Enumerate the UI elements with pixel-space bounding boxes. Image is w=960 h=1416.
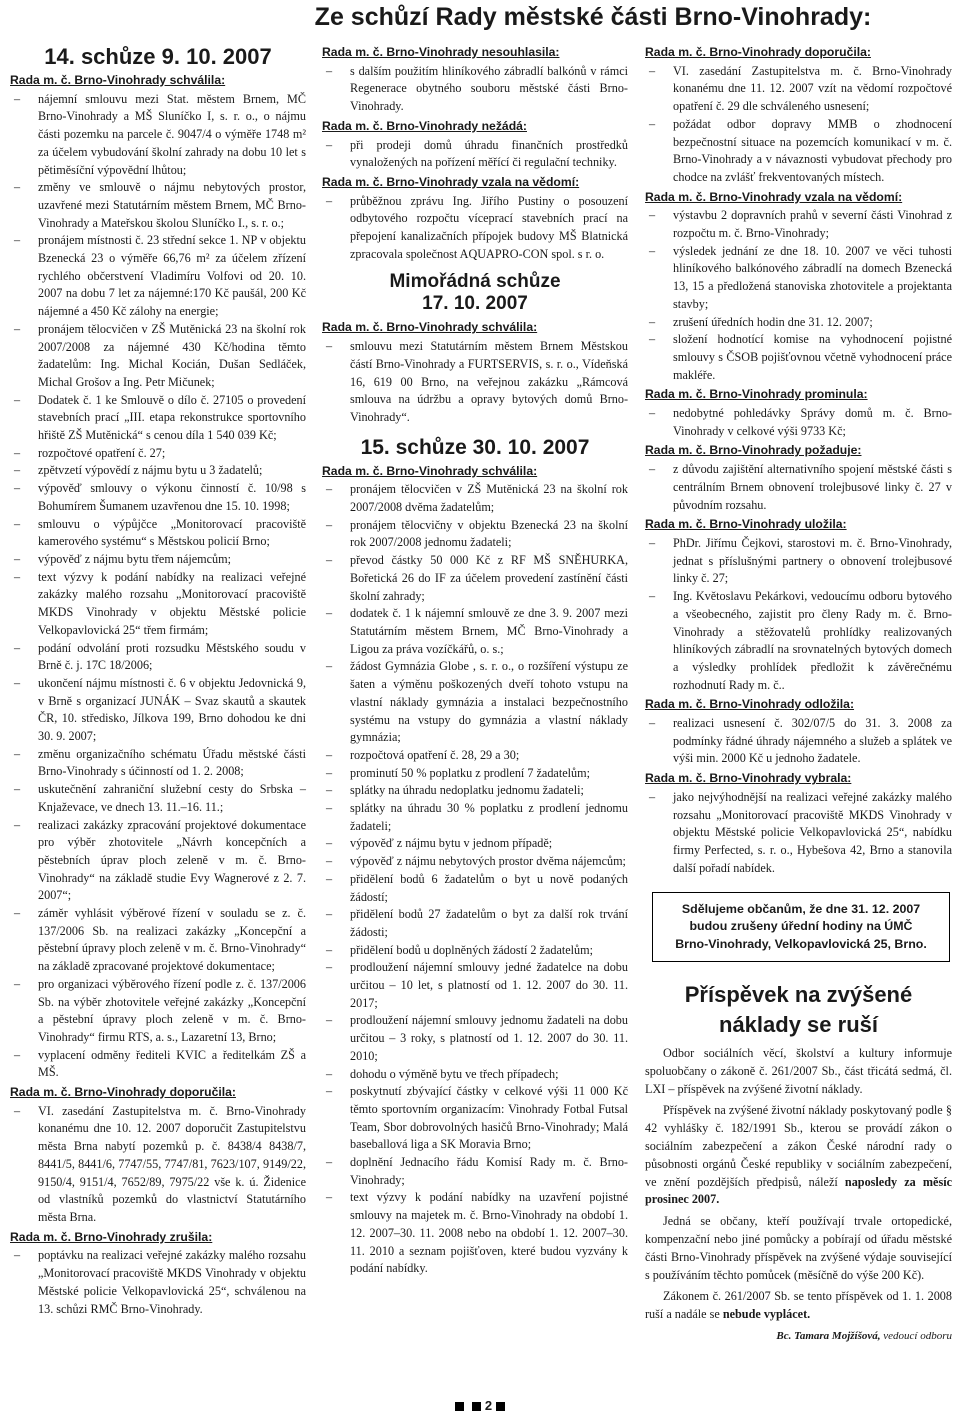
section-heading: Rada m. č. Brno-Vinohrady vzala na vědomí: (645, 189, 903, 204)
resolution-list (322, 63, 628, 116)
article-emphasis: nebude vyplácet. (722, 1307, 811, 1322)
list-item: – prominutí 50 % poplatku z prodlení 7 žadatelům; (322, 765, 628, 783)
list-item: – dodatek č. 1 k nájemní smlouvě ze dne 3. 9. 2007 mezi Statutárním městem Brnem, MČ Brno-Vinohrady a Ligou za práva vozíčkářů, o. s.; (322, 605, 628, 658)
list-item: – doplnění Jednacího řádu Komisí Rady m. č. Brno-Vinohrady; (322, 1154, 628, 1189)
list-item: – výpověď z nájmu nebytových prostor dvěma nájemcům; (322, 853, 628, 871)
list-item: – poskytnutí zbývající částky v celkové výši 11 000 Kč těmto sportovním organizacím: Vinohrady Fotbal Futsal Team, Sbor dobrovolných hasičů Brno-Vinohrady; Malá baseballová liga a SK Moravia Brno; (322, 1083, 628, 1154)
resolution-list (645, 789, 952, 878)
article-title-line: Příspěvek na zvýšené (684, 982, 913, 1007)
list-item: – smlouvu o výpůjčce „Monitorovací pracoviště kamerového systému“ s Městskou policií Brno; (10, 516, 306, 551)
list-item: – s dalším použitím hliníkového zábradlí balkónů v rámci Regenerace obytného souboru městské části Brno-Vinohrady. (322, 63, 628, 116)
list-item: – nájemní smlouvu mezi Stat. městem Brnem, MČ Brno-Vinohrady a MŠ Sluníčko I, s. r. o., o nájmu části pozemku na parcele č. 9047/4 o výměře 1748 m² za účelem vybudování školní zahrady na dobu 10 let s pětiměsíční výpovědní lhůtou; (10, 91, 306, 180)
list-item: – Ing. Květoslavu Pekárkovi, vedoucímu odboru bytového a všeobecného, zajistit pro členy Rady m. č. Brno-Vinohrady a stěžovatelů prohlídky realizovaných hliníkových zábradlí na srovnatelných bytových domech a výsledky prohlídek předložit k závěrečnému rozhodnutí Rady m. č.. (645, 588, 952, 694)
resolution-list (322, 481, 628, 1278)
signature-role: vedoucí odboru (880, 1329, 952, 1342)
list-item: – podání odvolání proti rozsudku Městského soudu v Brně č. j. 17C 18/2006; (10, 640, 306, 675)
list-item: – text výzvy k podání nabídky na uzavření pojistné smlouvy na majetek m. č. Brno-Vinohrady na období 1. 12. 2007–30. 11. 2008 nebo na období 1. 12. 2007–30. 11. 2010 a seznam pojišťoven, které budou vyzvány k podání nabídky. (322, 1189, 628, 1278)
article-text: Příspěvek na zvýšené životní náklady poskytovaný podle § 42 vyhlášky č. 182/1991 Sb., kterou se provádí zákon o sociálním zabezpečení a zákon České národní rady o působnosti orgánů České republiky v sociálním zabezpečení, ve znění pozdějších předpisů, náleží (645, 1103, 952, 1189)
list-item: – prodloužení nájemní smlouvy jedné žadatelce na dobu určitou – 10 let, s platností od 1. 12. 2007 do 30. 11. 2017; (322, 959, 628, 1012)
list-item: – přidělení bodů u doplněných žádostí 2 žadatelům; (322, 942, 628, 960)
list-item: – PhDr. Jiřímu Čejkovi, starostovi m. č. Brno-Vinohrady, jednat s příslušnými partnery o obnovení trolejbusové linky č. 27; (645, 535, 952, 588)
signature-name: Bc. Tamara Mojžíšová, (776, 1329, 881, 1342)
list-item: – text výzvy k podání nabídky na realizaci veřejné zakázky malého rozsahu „Monitorovací pracoviště MKDS Vinohrady v objektu Městské policie Velkopavlovická 25“ třem firmám; (10, 569, 306, 640)
notice-line: Brno-Vinohrady, Velkopavlovická 25, Brno. (675, 936, 927, 951)
section-heading: Rada m. č. Brno-Vinohrady vzala na vědomí: (322, 174, 580, 189)
section-heading: Rada m. č. Brno-Vinohrady schválila: (322, 463, 538, 478)
list-item: – zrušení úředních hodin dne 31. 12. 2007; (645, 314, 952, 332)
article-paragraph: Odbor sociálních věcí, školství a kultury informuje spoluobčany o zákoně č. 261/2007 Sb., část třicátá sedmá, čl. LXI – příspěvek na zvýšené životní náklady. (645, 1046, 952, 1096)
list-item: – pronájem místnosti č. 23 střední sekce 1. NP v objektu Bzenecká 23 o výměře 66,76 m² za účelem zřízení rychlého občerstvení Vladimíru Volfovi od 20. 10. 2007 na dobu 7 let za nájemné:170 Kč paušál, 200 Kč nájemné a 450 Kč zálohy na energie; (10, 232, 306, 321)
section-heading: Rada m. č. Brno-Vinohrady odložila: (645, 697, 855, 712)
list-item: – výpověď z nájmu bytu v jednom případě; (322, 835, 628, 853)
extraordinary-meeting-date: 17. 10. 2007 (422, 293, 528, 315)
list-item: – nedobytné pohledávky Správy domů m. č. Brno-Vinohrady v celkové výši 9733 Kč; (645, 405, 952, 440)
resolution-list (10, 1103, 306, 1227)
article-title-line: náklady se ruší (719, 1012, 878, 1037)
list-item: – změnu organizačního schématu Úřadu městské části Brno-Vinohrady s účinností od 1. 2. 2008; (10, 746, 306, 781)
list-item: – smlouvu mezi Statutárním městem Brnem Městskou částí Brno-Vinohrady a FURTSERVIS, s. r. o., Vídeňská 16, 619 00 Brno, na veřejnou zakázku „Rámcová smlouva na údržbu a opravy bytových domů Brno-Vinohrady“. (322, 338, 628, 427)
resolution-list (10, 91, 306, 1082)
list-item: – poptávku na realizaci veřejné zakázky malého rozsahu „Monitorovací pracoviště MKDS Vinohrady v objektu Městské policie Velkopavlovická 25“, schválenou na 13. schůzi RMČ Brno-Vinohrady. (10, 1247, 306, 1318)
section-heading: Rada m. č. Brno-Vinohrady nežádá: (322, 118, 527, 133)
list-item: – žádost Gymnázia Globe , s. r. o., o rozšíření výstupu ze šaten a výměnu poškozených dveří tohoto vstupu na vlastní náklady gymnázia a instalaci bezpečnostního systému na vstupy do gymnázia a vlastní náklady gymnázia; (322, 658, 628, 747)
resolution-list (645, 207, 952, 384)
resolution-list (322, 137, 628, 172)
section-heading: Rada m. č. Brno-Vinohrady zrušila: (10, 1229, 213, 1244)
list-item: – rozpočtová opatření č. 28, 29 a 30; (322, 747, 628, 765)
list-item: – rozpočtové opatření č. 27; (10, 445, 306, 463)
square-bullet-icon (496, 1402, 505, 1411)
section-heading: Rada m. č. Brno-Vinohrady vybrala: (645, 771, 852, 786)
list-item: – průběžnou zprávu Ing. Jiřího Pustiny o posouzení odbytového rozpočtu víceprací stavebních prací na přepojení kanalizačních přípojek budovy MŠ Blatnická zpracovala společnost AQUAPRO-CON spol. s r. o. (322, 193, 628, 264)
resolution-list (10, 1247, 306, 1318)
square-bullet-icon (455, 1402, 464, 1411)
resolution-list (645, 63, 952, 187)
list-item: – jako nejvýhodnější na realizaci veřejné zakázky malého rozsahu „Monitorovací pracoviště MKDS Vinohrady v objektu Městské policie Velkopavlovická 25“, nabídku firmy Perfected, s. r. o., Hybešova 42, Brno a stanovila další pořadí nabídek. (645, 789, 952, 878)
office-hours-notice (652, 892, 950, 962)
list-item: – složení hodnotící komise na vyhodnocení pojistné smlouvy s ČSOB pojišťovnou včetně vyhodnocení práce makléře. (645, 331, 952, 384)
list-item: – přidělení bodů 6 žadatelům o byt u nově podaných žádostí; (322, 871, 628, 906)
list-item: – VI. zasedání Zastupitelstva m. č. Brno-Vinohrady konanému dne 10. 12. 2007 doporučit Zastupitelstvu města Brna nabytí pozemků p. č. 8438/4 8438/7, 8441/5, 8441/6, 7747/55, 7747/81, 7623/107, 9149/22, 9150/4, 9151/4, 7652/89, 7975/22 vše k. ú. Židenice od vlastníků pozemků do vlastnictví Statutárního města Brna. (10, 1103, 306, 1227)
section-heading: Rada m. č. Brno-Vinohrady schválila: (10, 73, 226, 87)
resolution-list (645, 535, 952, 694)
article-signature (645, 1328, 952, 1346)
list-item: – ukončení nájmu místnosti č. 6 v objektu Jedovnická 9, v Brně s organizací JUNÁK – Svaz skautů a skautek ČR, 10. středisko, Jílkova 199, Brno dohodou ke dni 30. 9. 2007; (10, 675, 306, 746)
list-item: – přidělení bodů 27 žadatelům o byt za další rok trvání žádosti; (322, 906, 628, 941)
resolution-list (322, 193, 628, 264)
meeting-heading-14: 14. schůze 9. 10. 2007 (44, 44, 272, 69)
list-item: – VI. zasedání Zastupitelstva m. č. Brno-Vinohrady konanému dne 11. 12. 2007 vzít na vědomí rozpočtové opatření č. 29 dle schváleného usnesení; (645, 63, 952, 116)
extraordinary-meeting-title: Mimořádná schůze (389, 271, 561, 293)
column-2 (322, 42, 628, 1278)
column-1 (10, 44, 306, 1318)
article-paragraph (645, 1102, 952, 1209)
section-heading: Rada m. č. Brno-Vinohrady nesouhlasila: (322, 45, 560, 59)
page-banner: Ze schůzí Rady městské části Brno-Vinohrady: (314, 3, 872, 31)
article-paragraph (645, 1288, 952, 1324)
meeting-heading-15: 15. schůze 30. 10. 2007 (360, 435, 590, 459)
list-item: – zpětvzetí výpovědí z nájmu bytu u 3 žadatelů; (10, 462, 306, 480)
notice-line: Sdělujeme občanům, že dne 31. 12. 2007 (681, 901, 921, 916)
list-item: – výstavbu 2 dopravních prahů v severní části Vinohrad z rozpočtu m. č. Brno-Vinohrady; (645, 207, 952, 242)
list-item: – záměr vyhlásit výběrové řízení v souladu se z. č. 137/2006 Sb. na realizaci zakázky „Koncepční a pěstební úpravy ploch zeleně v m. č. Brno-Vinohrady“ na základě zpracované projektové dokumentace; (10, 905, 306, 976)
section-heading: Rada m. č. Brno-Vinohrady požaduje: (645, 443, 862, 458)
column-3 (645, 42, 952, 877)
list-item: – při prodeji domů úhradu finančních prostředků vynaložených na pořízení měřící či regulační techniky. (322, 137, 628, 172)
square-bullet-icon (472, 1402, 481, 1411)
section-heading: Rada m. č. Brno-Vinohrady uložila: (645, 517, 847, 532)
resolution-list (645, 405, 952, 440)
notice-line: budou zrušeny úřední hodiny na ÚMČ (689, 919, 913, 934)
list-item: – realizaci zakázky zpracování projektové dokumentace pro výběr zhotovitele „Návrh koncepčních a pěstebních úprav ploch zeleně v m. č. Brno-Vinohrady“ na základě studie Evy Wagnerové z 2. 7. 2007“; (10, 817, 306, 906)
list-item: – výsledek jednání ze dne 18. 10. 2007 ve věci tuhosti hliníkového balkónového zábradlí na domech Bzenecká 13, 15 a předložená stanoviska zhotovitele a projektanta stavby; (645, 243, 952, 314)
article-text: Zákonem č. 261/2007 Sb. se tento příspěvek od 1. 1. 2008 ruší a nadále se (645, 1289, 952, 1322)
list-item: – vyplacení odměny řediteli KVIC a ředitelkám ZŠ a MŠ. (10, 1047, 306, 1082)
article-body (645, 1045, 952, 1346)
list-item: – požádat odbor dopravy MMB o zhodnocení bezpečnostní situace na pozemcích komunikací v m. č. Brno-Vinohrady a v návaznosti vybudovat přechody pro chodce na zvlášť frekventovaných místech. (645, 116, 952, 187)
list-item: – dohodu o výměně bytu ve třech případech; (322, 1066, 628, 1084)
article-paragraph: Jedná se občany, kteří používají trvale ortopedické, kompenzační nebo jiné pomůcky a pobírají od úřadu městské části Brno-Vinohrady příspěvek na zvýšené výdaje související s používáním těchto pomůcek (měsíčně do výše 200 Kč). (645, 1214, 952, 1282)
list-item: – výpověď z nájmu bytu třem nájemcům; (10, 551, 306, 569)
section-heading: Rada m. č. Brno-Vinohrady prominula: (645, 387, 868, 402)
list-item: – změny ve smlouvě o nájmu nebytových prostor, uzavřené mezi Statutárním městem Brnem, MČ Brno-Vinohrady a Mateřskou školou Sluníčko I., s. r. o.; (10, 179, 306, 232)
list-item: – realizaci usnesení č. 302/07/5 do 31. 3. 2008 za podmínky řádné úhrady nájemného a služeb a splátek ve výši min. 2000 Kč u jednoho žadatele. (645, 715, 952, 768)
list-item: – uskutečnění zahraniční služební cesty do Srbska – Knjaževace, ve dnech 13. 11.–16. 11.; (10, 781, 306, 816)
resolution-list (645, 715, 952, 768)
list-item: – výpověď smlouvy o výkonu činností č. 10/98 s Bohumírem Šumanem uzavřenou dne 15. 10. 1998; (10, 480, 306, 515)
resolution-list (645, 461, 952, 514)
article-title (645, 980, 952, 1040)
list-item: – pronájem tělocvičny v objektu Bzenecká 23 na školní rok 2007/2008 jednomu žadateli; (322, 517, 628, 552)
list-item: – z důvodu zajištění alternativního spojení městské části s centrálním Brnem obnovení trolejbusové linky č. 27 v původním rozsahu. (645, 461, 952, 514)
page-footer (0, 1398, 960, 1413)
list-item: – pronájem tělocvičen v ZŠ Mutěnická 23 na školní rok 2007/2008 za nájemné 430 Kč/hodina těmto žadatelům: Ing. Michal Kocián, Dušan Sedláček, Michal Grošov a Ing. Petr Mičunek; (10, 321, 306, 392)
resolution-list (322, 338, 628, 427)
list-item: – splátky na úhradu nedoplatku jednomu žadateli; (322, 782, 628, 800)
list-item: – Dodatek č. 1 ke Smlouvě o dílo č. 27105 o provedení stavebních prací „III. etapa rekonstrukce sportovního hřiště ZŠ Mutěnická“ s cenou díla 1 540 039 Kč; (10, 392, 306, 445)
list-item: – pronájem tělocvičen v ZŠ Mutěnická 23 na školní rok 2007/2008 dvěma žadatelům; (322, 481, 628, 516)
list-item: – prodloužení nájemní smlouvy jednomu žadateli na dobu určitou – 3 roky, s platností od 1. 12. 2007 do 30. 11. 2010; (322, 1012, 628, 1065)
section-heading: Rada m. č. Brno-Vinohrady doporučila: (645, 45, 871, 59)
section-heading: Rada m. č. Brno-Vinohrady schválila: (322, 320, 538, 335)
article-emphasis: naposledy za měsíc prosinec 2007. (645, 1174, 952, 1207)
list-item: – pro organizaci výběrového řízení podle z. č. 137/2006 Sb. na výběr zhotovitele veřejné zakázky „Koncepční a pěstební úpravy ploch zeleně v m. č. Brno-Vinohrady“ firmu RTS, a. s., Lazaretní 13, Brno; (10, 976, 306, 1047)
section-heading: Rada m. č. Brno-Vinohrady doporučila: (10, 1085, 236, 1100)
list-item: – splátky na úhradu 30 % poplatku z prodlení jednomu žadateli; (322, 800, 628, 835)
list-item: – převod částky 50 000 Kč z RF MŠ SNĚHURKA, Bořetická 26 do IF za účelem provedení zastínění části školní zahrady; (322, 552, 628, 605)
page-number: 2 (484, 1398, 493, 1413)
